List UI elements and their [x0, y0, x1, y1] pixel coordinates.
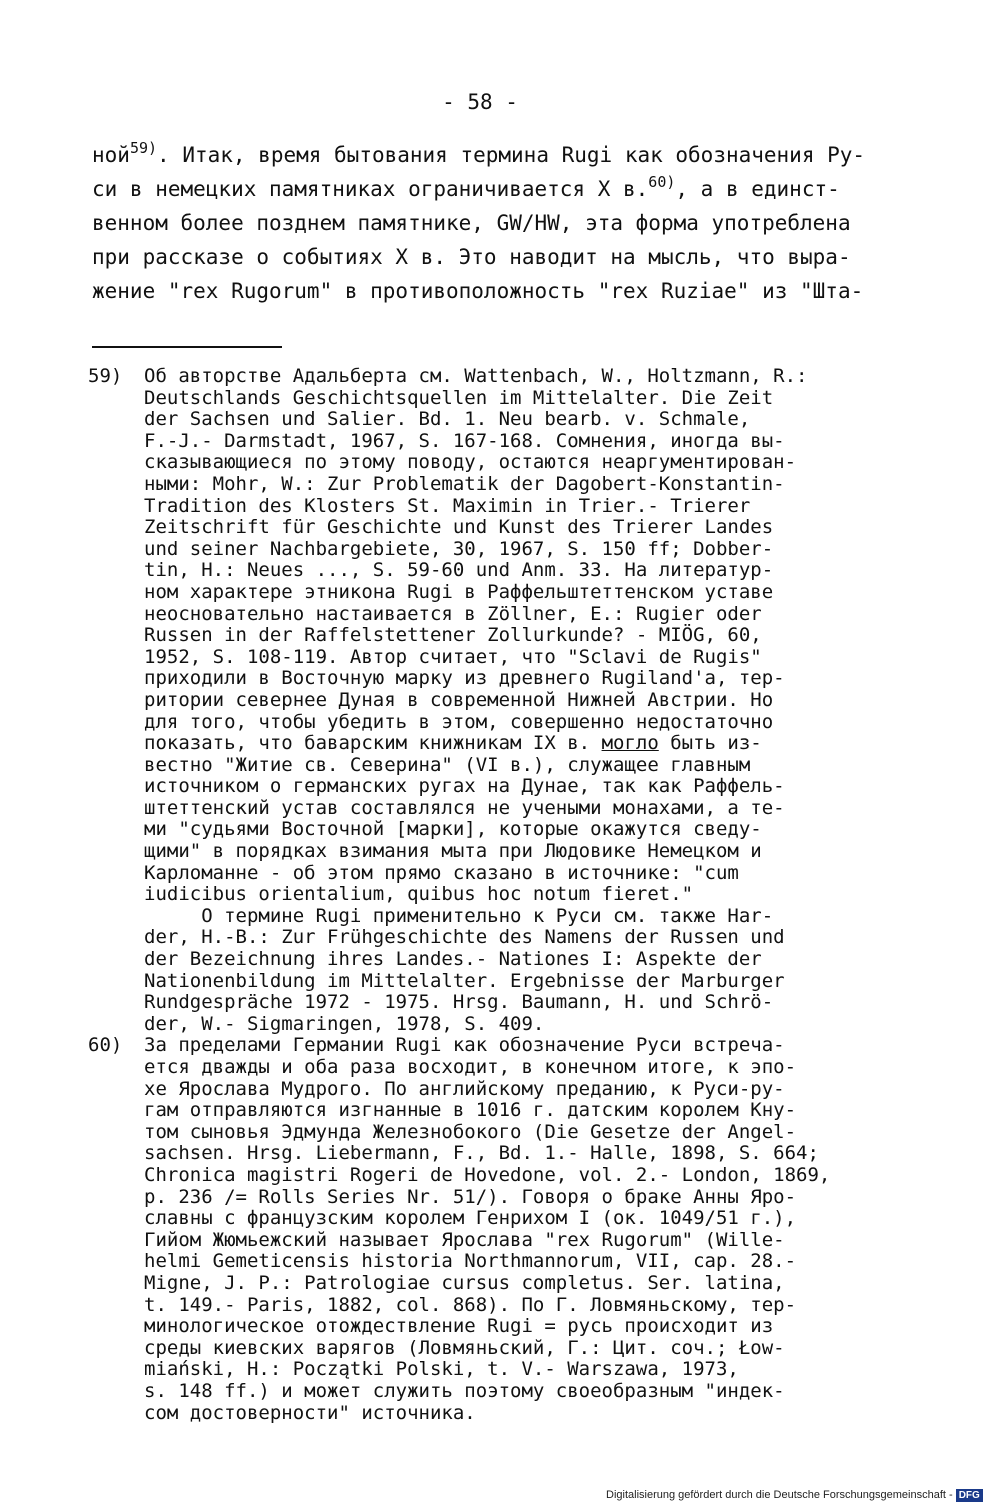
footnote-line: Russen in der Raffelstettener Zollurkunde? - MIÖG, 60, [144, 624, 762, 647]
footnote-line: славны с французским королем Генрихом I (ок. 1049/51 г.), [144, 1207, 797, 1230]
footnote-line: для того, чтобы убедить в этом, совершенно недостаточно [144, 710, 774, 733]
footnote-line: хе Ярослава Мудрого. По английскому преданию, к Руси-ру- [144, 1077, 785, 1100]
text-span: си в немецких памятниках ограничивается X в. [92, 177, 649, 201]
footnote-line: Гийом Жюмьежский называет Ярослава "rex Rugorum" (Wille- [144, 1228, 785, 1251]
footnote-line: Rundgespräche 1972 - 1975. Hrsg. Baumann, H. und Schrö- [144, 991, 774, 1014]
footnote-line: tin, H.: Neues ..., S. 59-60 und Anm. 33. На литератур- [144, 559, 774, 582]
footnote-body [144, 1035, 888, 1424]
text-span: . Итак, время бытования термина Rugi как обозначения Ру- [157, 143, 866, 167]
footnote-line: Nationenbildung im Mittelalter. Ergebnisse der Marburger [144, 969, 785, 992]
main-line: венном более позднем памятнике, GW/HW, эта форма употреблена [92, 211, 851, 235]
footnote-line: s. 148 ff.) и может служить поэтому своеобразным "индек- [144, 1379, 785, 1402]
text-span: быть из- [658, 732, 762, 755]
footnote-line: За пределами Германии Rugi как обозначение Руси встреча- [144, 1034, 785, 1057]
footnote-line: der, H.-B.: Zur Frühgeschichte des Namens der Russen und [144, 926, 785, 949]
footnote-line: p. 236 /= Rolls Series Nr. 51/). Говоря о браке Анны Яро- [144, 1185, 797, 1208]
footnote-line: miański, H.: Początki Polski, t. V.- Warszawa, 1973, [144, 1358, 739, 1381]
footnotes [88, 366, 888, 1424]
footnote-line: t. 149.- Paris, 1882, col. 868). По Г. Ловмяньскому, тер- [144, 1293, 797, 1316]
footnote-number: 60) [88, 1034, 123, 1057]
footnote-line: сом достоверности" источника. [144, 1401, 476, 1424]
footnote-line: О термине Rugi применительно к Руси см. также Har- [144, 904, 774, 927]
footnote-line: und seiner Nachbargebiete, 30, 1967, S. 150 ff; Dobber- [144, 537, 774, 560]
footnote-line: der Bezeichnung ihres Landes.- Nationes I: Aspekte der [144, 948, 762, 971]
page-number: - 58 - [442, 90, 518, 114]
footnote-body [144, 366, 888, 733]
footnote-line: helmi Gemeticensis historia Northmannorum, VII, cap. 28.- [144, 1250, 797, 1273]
footnote-line: Об авторстве Адальберта см. Wattenbach, W., Holtzmann, R.: [144, 365, 808, 387]
main-line: при рассказе о событиях X в. Это наводит на мысль, что выра- [92, 245, 851, 269]
footnote-body-cont [144, 755, 888, 1036]
footnote-line: источником о германских ругах на Дунае, так как Раффель- [144, 775, 785, 798]
text-span: , а в единст- [675, 177, 840, 201]
footnote-line: ном характере этникона Rugi в Раффельштеттенском уставе [144, 580, 774, 603]
footnote-line: щими" в порядках взимания мыта при Людовике Немецком и [144, 840, 762, 863]
footnote-line: том сыновья Эдмунда Железнобокого (Die Gesetze der Angel- [144, 1120, 797, 1143]
footnote-line: гам отправляются изгнанные в 1016 г. датским королем Кну- [144, 1099, 797, 1122]
footnote-line: неосновательно настаивается в Zöllner, E.: Rugier oder [144, 602, 762, 625]
footnote-line: приходили в Восточную марку из древнего Rugiland'a, тер- [144, 667, 785, 690]
footnote-line: вестно "Житие св. Северина" (VI в.), служащее главным [144, 753, 751, 776]
footnote-line: Deutschlands Geschichtsquellen im Mittelalter. Die Zeit [144, 386, 774, 409]
footnote-line: der Sachsen und Salier. Bd. 1. Neu bearb. v. Schmale, [144, 408, 751, 431]
main-line [92, 138, 882, 172]
main-text [92, 138, 882, 308]
footnote-line: Карломанне - об этом прямо сказано в источнике: "cum [144, 861, 739, 884]
footnote-line: Chronica magistri Rogeri de Hovedone, vol. 2.- London, 1869, [144, 1163, 831, 1186]
footnote-line: ритории севернее Дуная в современной Нижней Австрии. Но [144, 688, 774, 711]
footnote-line: среды киевских варягов (Ловмяньский, Г.: Цит. соч.; Łow- [144, 1336, 785, 1359]
footnote-number: 59) [88, 365, 123, 387]
footnote-line: сказывающиеся по этому поводу, остаются неаргументирован- [144, 451, 797, 474]
footnote-line: Migne, J. P.: Patrologiae cursus completus. Ser. latina, [144, 1271, 785, 1294]
footnote-line: минологическое отождествление Rugi = русь происходит из [144, 1315, 774, 1338]
underlined-word: могло [601, 732, 659, 755]
footnote-60 [88, 1035, 888, 1424]
footnote-line: 1952, S. 108-119. Автор считает, что "Sclavi de Rugis" [144, 645, 762, 668]
footnote-line: sachsen. Hrsg. Liebermann, F., Bd. 1.- Halle, 1898, S. 664; [144, 1142, 819, 1165]
footnote-line: der, W.- Sigmaringen, 1978, S. 409. [144, 1012, 545, 1035]
footnote-line: Tradition des Klosters St. Maximin in Trier.- Trierer [144, 494, 751, 517]
dfg-logo: DFG [956, 1489, 983, 1502]
footnote-line: ми "судьями Восточной [марки], которые окажутся сведу- [144, 818, 762, 841]
footnote-line: ется дважды и оба раза восходит, в конечном итоге, к эпо- [144, 1056, 797, 1078]
footnote-separator [92, 346, 282, 348]
footnote-line: iudicibus orientalium, quibus hoc notum fieret." [144, 883, 694, 906]
text-span: ной [92, 143, 130, 167]
footnote-line: F.-J.- Darmstadt, 1967, S. 167-168. Сомнения, иногда вы- [144, 429, 785, 452]
footnote-59 [88, 366, 888, 1035]
footnote-ref-60: 60) [648, 173, 676, 191]
footnote-line: Zeitschrift für Geschichte und Kunst des Trierer Landes [144, 516, 774, 539]
main-line: жение "rex Rugorum" в противоположность "rex Ruziae" из "Шта- [92, 279, 864, 303]
main-line [92, 172, 882, 206]
digitization-credit [606, 1489, 983, 1502]
footnote-ref-59: 59) [129, 139, 158, 157]
footnote-line: ными: Mohr, W.: Zur Problematik der Dagobert-Konstantin- [144, 472, 785, 495]
text-span: показать, что баварским книжникам IX в. [144, 732, 602, 755]
footnote-line [144, 733, 888, 755]
footnote-line: штеттенский устав составлялся не учеными монахами, а те- [144, 796, 785, 819]
footer-text: Digitalisierung gefördert durch die Deutsche Forschungsgemeinschaft - [606, 1489, 953, 1501]
